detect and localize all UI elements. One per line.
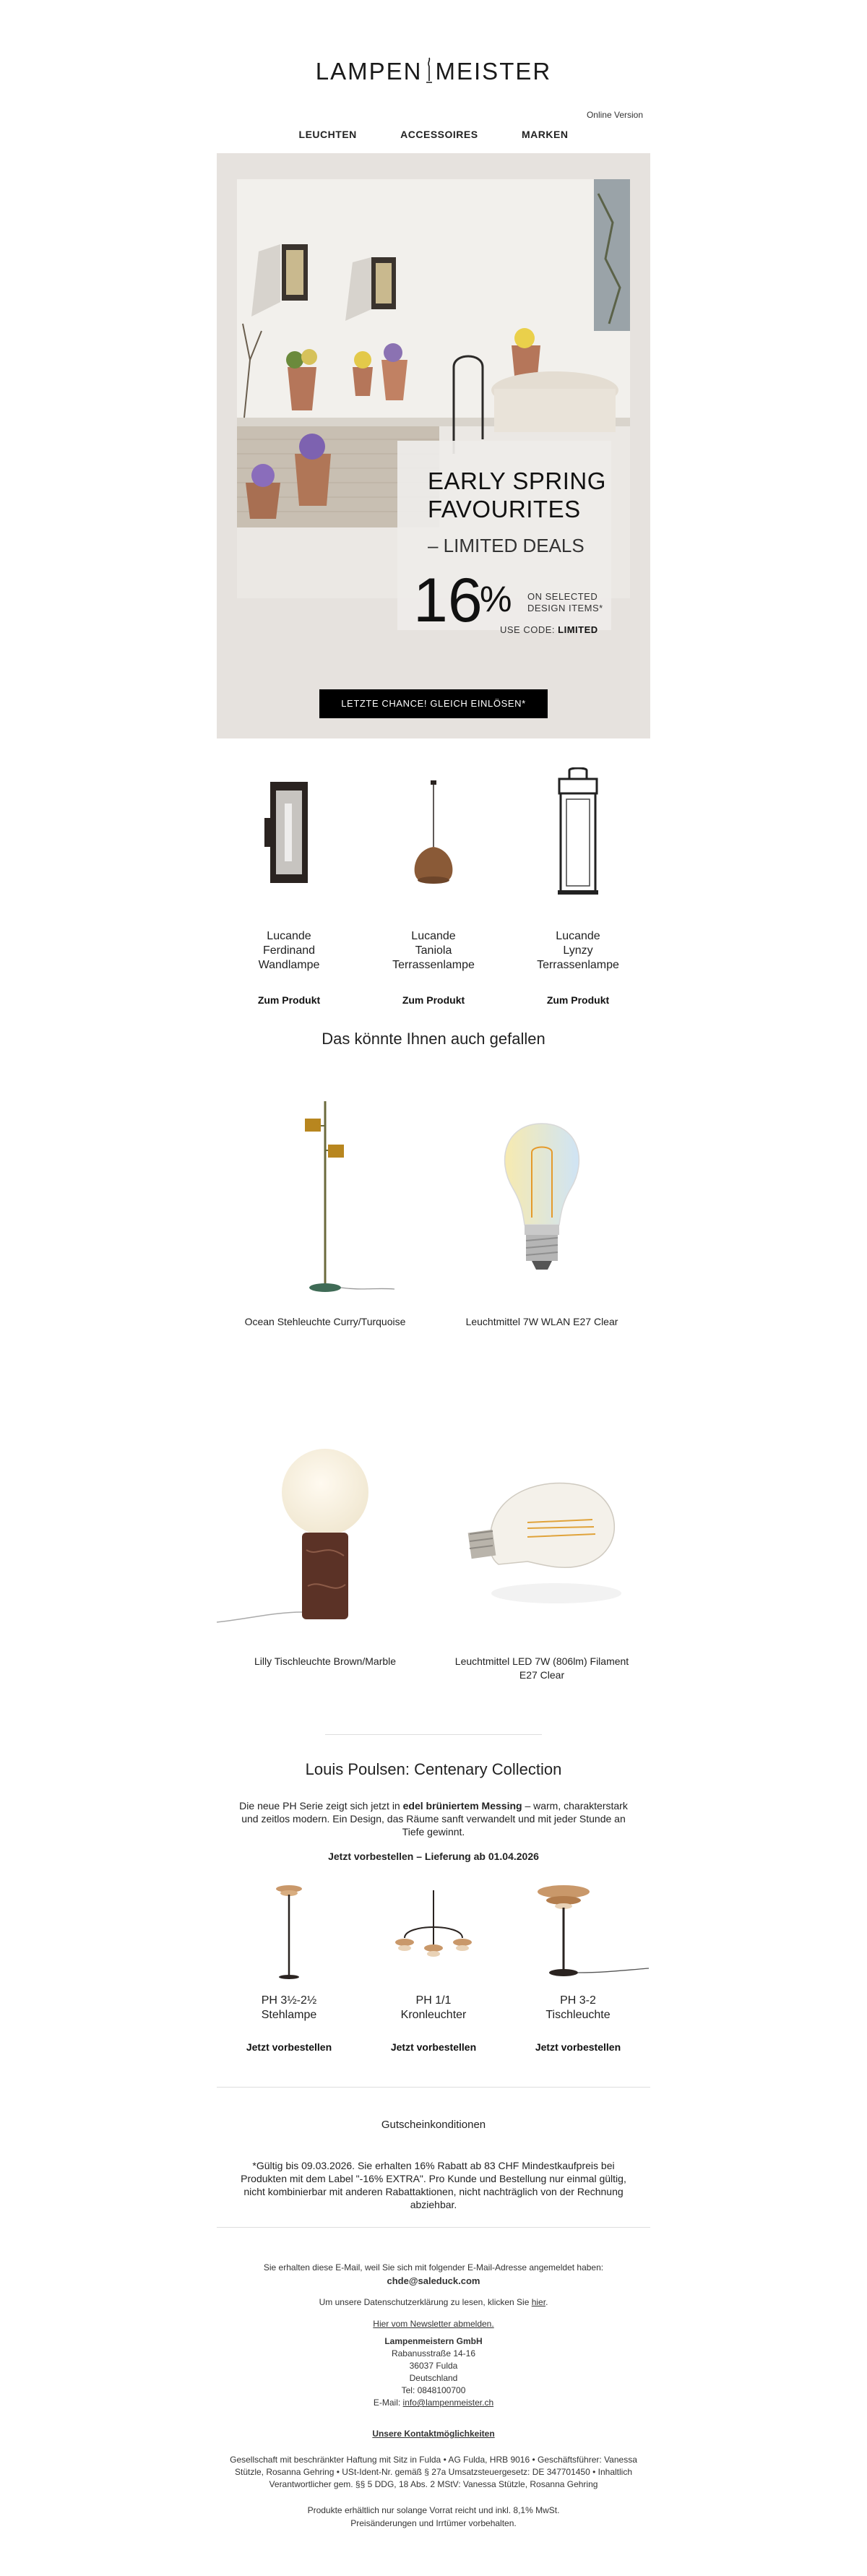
- main-nav: [0, 129, 867, 140]
- collection-item[interactable]: [506, 1877, 650, 2053]
- collection-item-name: [506, 1994, 650, 2023]
- brand-logo[interactable]: [0, 56, 867, 85]
- ph-chandelier-image: [390, 1887, 477, 1974]
- footer-privacy: [224, 2296, 643, 2309]
- collection-intro-bold: edel brüniertem Messing: [402, 1800, 522, 1812]
- collection-item[interactable]: [361, 1877, 506, 2053]
- recommendation-name[interactable]: Ocean Stehleuchte Curry/Turquoise: [244, 1316, 406, 1327]
- recommendation-card[interactable]: [217, 1416, 434, 1668]
- recommendation-image[interactable]: [434, 1077, 650, 1315]
- collection-intro: [231, 1799, 636, 1838]
- product-type: Terrassenlampe: [537, 959, 619, 971]
- footer-legal: Gesellschaft mit beschränkter Haftung mit Sitz in Fulda • AG Fulda, HRB 9016 • Geschäftsführer: Vanessa Stützle, Rosanna Gehring • USt-Ident-Nr. gemäß § 27a Umsatzsteuergesetz: DE 347701450 • Inhaltlich Verantwortlicher gem. §§ 5 DDG, 18 Abs. 2 MStV: Vanessa Stützle, Rosanna Gehring: [230, 2455, 637, 2489]
- product-type: Terrassenlampe: [392, 959, 475, 971]
- product-brand: Lucande: [556, 930, 600, 942]
- smart-bulb-image: [484, 1109, 600, 1283]
- product-link[interactable]: Zum Produkt: [546, 994, 610, 1006]
- promo-code: [500, 624, 598, 635]
- product-image[interactable]: [506, 760, 650, 905]
- logo-lamp-icon: [424, 56, 434, 84]
- hero-cta-button[interactable]: LETZTE CHANCE! GLEICH EINLÖSEN*: [319, 689, 548, 718]
- collection-item-type: Stehlampe: [261, 2009, 317, 2021]
- footer-errors: Preisänderungen und Irrtümer vorbehalten.: [350, 2518, 517, 2528]
- promo-code-value: LIMITED: [558, 624, 598, 635]
- footer-phone: Tel: 0848100700: [401, 2385, 466, 2395]
- promo-percent: 16: [413, 566, 483, 635]
- footer-privacy-end: .: [545, 2297, 548, 2307]
- preorder-link[interactable]: Jetzt vorbestellen: [246, 2041, 332, 2053]
- product-name: [361, 929, 506, 973]
- recommendations-title: Das könnte Ihnen auch gefallen: [322, 1030, 545, 1048]
- ph-table-lamp-image: [506, 1880, 650, 1981]
- promo-percent-sign: %: [480, 579, 512, 619]
- online-version-link[interactable]: Online Version: [586, 110, 643, 120]
- lantern-image: [549, 767, 607, 897]
- recommendation-image[interactable]: [434, 1416, 650, 1655]
- product-image[interactable]: [361, 760, 506, 905]
- product-link[interactable]: Zum Produkt: [402, 994, 465, 1006]
- nav-item-accessoires[interactable]: ACCESSOIRES: [400, 129, 478, 140]
- collection-image[interactable]: [217, 1877, 361, 1985]
- collection-preorder-note: Jetzt vorbestellen – Lieferung ab 01.04.2026: [328, 1851, 539, 1862]
- recommendation-card[interactable]: [217, 1077, 434, 1329]
- footer-street: Rabanusstraße 14-16: [391, 2348, 476, 2359]
- privacy-link[interactable]: hier: [531, 2297, 546, 2307]
- pendant-lamp-image: [397, 775, 470, 890]
- preorder-link[interactable]: Jetzt vorbestellen: [390, 2041, 477, 2053]
- promo-subtitle: – LIMITED DEALS: [428, 535, 585, 556]
- footer-address: [224, 2335, 643, 2409]
- footer-email-label: E-Mail:: [373, 2398, 403, 2408]
- nav-item-marken[interactable]: MARKEN: [521, 129, 569, 140]
- product-model: Lynzy: [563, 944, 593, 957]
- collection-item-name: [217, 1994, 361, 2023]
- product-image[interactable]: [217, 760, 361, 905]
- collection-title: Louis Poulsen: Centenary Collection: [305, 1760, 562, 1778]
- footer-country: Deutschland: [409, 2373, 458, 2383]
- footer-received: Sie erhalten diese E-Mail, weil Sie sich mit folgender E-Mail-Adresse angemeldet haben:: [263, 2262, 604, 2273]
- collection-item[interactable]: [217, 1877, 361, 2053]
- product-name: [217, 929, 361, 973]
- promo-box: [397, 441, 611, 635]
- promo-title-line2: FAVOURITES: [428, 496, 581, 522]
- floor-lamp-image: [253, 1091, 397, 1301]
- product-card[interactable]: [361, 760, 506, 1006]
- product-model: Ferdinand: [262, 944, 316, 957]
- promo-design-items: DESIGN ITEMS*: [527, 603, 603, 613]
- promo-title: [428, 467, 606, 523]
- collection-item-type: Kronleuchter: [400, 2009, 467, 2021]
- recommendation-card[interactable]: [434, 1077, 650, 1329]
- collection-intro-post: – warm, charakterstark und zeitlos modern. Ein Design, das Räume sanft verwandelt und mit jeder Stunde an Tiefe gewinnt.: [241, 1800, 628, 1838]
- product-model: Taniola: [415, 944, 452, 957]
- footer-email: chde@saleduck.com: [387, 2275, 480, 2286]
- nav-item-leuchten[interactable]: LEUCHTEN: [298, 129, 357, 140]
- product-card[interactable]: [217, 760, 361, 1006]
- footer-company: Lampenmeistern GmbH: [384, 2336, 483, 2346]
- product-name: [506, 929, 650, 973]
- preorder-link[interactable]: Jetzt vorbestellen: [535, 2041, 621, 2053]
- voucher-text: *Gültig bis 09.03.2026. Sie erhalten 16% Rabatt ab 83 CHF Mindestkaufpreis bei Produkten mit dem Label "-16% EXTRA". Pro Kunde und Bestellung nur einmal gültig, nicht kombinierbar mit anderen Rabattaktionen, nicht nachträglich von der Rechnung abziehbar.: [241, 2160, 626, 2210]
- section-divider: [217, 2087, 650, 2088]
- section-divider: [217, 2227, 650, 2228]
- promo-on-selected: ON SELECTED: [527, 591, 598, 602]
- product-link[interactable]: Zum Produkt: [257, 994, 321, 1006]
- collection-item-name: [361, 1994, 506, 2023]
- collection-intro-pre: Die neue PH Serie zeigt sich jetzt in: [239, 1800, 403, 1812]
- footer-stock: Produkte erhältlich nur solange Vorrat reicht und inkl. 8,1% MwSt.: [307, 2505, 560, 2515]
- footer-privacy-text: Um unsere Datenschutzerklärung zu lesen, klicken Sie: [319, 2297, 532, 2307]
- collection-item-model: PH 3-2: [560, 1994, 596, 2007]
- contact-email-link[interactable]: info@lampenmeister.ch: [402, 2398, 494, 2408]
- hero-banner[interactable]: [217, 153, 650, 738]
- logo-text-left: LAMPEN: [315, 58, 423, 85]
- section-divider: [325, 1734, 542, 1735]
- footer-city: 36037 Fulda: [409, 2361, 458, 2371]
- product-type: Wandlampe: [258, 959, 320, 971]
- product-brand: Lucande: [267, 930, 311, 942]
- recommendation-name[interactable]: Leuchtmittel 7W WLAN E27 Clear: [465, 1316, 618, 1327]
- unsubscribe-link[interactable]: Hier vom Newsletter abmelden.: [373, 2319, 494, 2329]
- collection-image[interactable]: [506, 1877, 650, 1985]
- unsubscribe-link-row: [224, 2318, 643, 2330]
- wall-lamp-image: [260, 775, 318, 890]
- footer-email-row: [224, 2397, 643, 2409]
- contact-options-link[interactable]: Unsere Kontaktmöglichkeiten: [372, 2429, 495, 2439]
- collection-image[interactable]: [361, 1877, 506, 1985]
- filament-bulb-image: [448, 1456, 636, 1615]
- logo-text-right: MEISTER: [435, 58, 552, 85]
- promo-selected-items: [527, 591, 603, 614]
- collection-item-model: PH 3½-2½: [261, 1994, 317, 2007]
- recommendation-image[interactable]: [217, 1077, 434, 1315]
- promo-title-line1: EARLY SPRING: [428, 468, 606, 494]
- promo-code-label: USE CODE:: [500, 624, 556, 635]
- ph-floor-lamp-image: [260, 1880, 318, 1981]
- recommendation-image[interactable]: [217, 1416, 434, 1655]
- contact-options-row: [224, 2428, 643, 2440]
- table-lamp-image: [217, 1442, 434, 1629]
- product-brand: Lucande: [411, 930, 456, 942]
- product-card[interactable]: [506, 760, 650, 1006]
- voucher-title: Gutscheinkonditionen: [381, 2119, 486, 2131]
- recommendation-name[interactable]: Leuchtmittel LED 7W (806lm) Filament E27 Clear: [454, 1655, 629, 1681]
- collection-item-type: Tischleuchte: [545, 2009, 611, 2021]
- collection-item-model: PH 1/1: [415, 1994, 452, 2007]
- recommendation-name[interactable]: Lilly Tischleuchte Brown/Marble: [254, 1655, 397, 1667]
- recommendation-card[interactable]: [434, 1416, 650, 1682]
